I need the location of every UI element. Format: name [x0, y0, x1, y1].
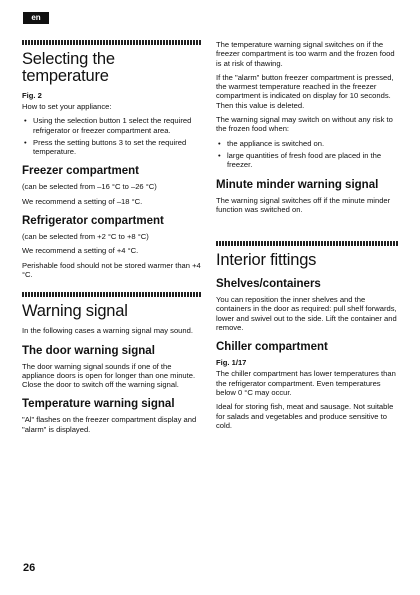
refrigerator-recommendation: We recommend a setting of +4 °C.	[22, 246, 139, 256]
heading-chiller-compartment: Chiller compartment	[216, 341, 328, 354]
section-rule	[22, 292, 202, 297]
perishable-note: Perishable food should not be stored warmer than +4 °C.	[22, 260, 201, 279]
refrigerator-range: (can be selected from +2 °C to +8 °C)	[22, 232, 149, 242]
freezer-range: (can be selected from –16 °C to –26 °C)	[22, 182, 157, 192]
left-column	[22, 40, 202, 439]
freezer-recommendation: We recommend a setting of –18 °C.	[22, 196, 143, 206]
intro-text: How to set your appliance:	[22, 102, 112, 111]
figure-reference: Fig. 1/17	[216, 358, 247, 368]
section-rule	[216, 241, 398, 246]
heading-door-warning: The door warning signal	[22, 344, 155, 357]
temperature-warning-cont-3: The warning signal may switch on without any risk to the frozen food when:	[216, 115, 393, 134]
section-title-warning-signal: Warning signal	[22, 302, 128, 321]
heading-refrigerator-compartment: Refrigerator compartment	[22, 215, 164, 228]
section-rule	[22, 40, 202, 45]
list-item: • the appliance is switched on.	[227, 139, 398, 148]
list-item: • large quantities of fresh food are placed in the freezer.	[227, 151, 398, 170]
figure-reference: Fig. 2	[22, 91, 42, 100]
list-item: • Using the selection button 1 select the required refrigerator or freezer compartment area.	[33, 116, 202, 135]
section-title-interior-fittings: Interior fittings	[216, 251, 317, 270]
warning-conditions-list	[216, 139, 398, 170]
page-number: 26	[23, 562, 36, 574]
minute-minder-text: The warning signal switches off if the minute minder function was switched on.	[216, 195, 391, 214]
chiller-text-1: The chiller compartment has lower temperatures than the refrigerator compartment. Even temperatures below 0 °C may occur.	[216, 369, 396, 397]
heading-freezer-compartment: Freezer compartment	[22, 165, 139, 178]
heading-shelves-containers: Shelves/containers	[216, 278, 321, 291]
temperature-warning-cont-1: The temperature warning signal switches on if the freezer compartment is too warm and the frozen food is at risk of thawing.	[216, 40, 395, 68]
right-column	[216, 40, 398, 435]
heading-minute-minder: Minute minder warning signal	[216, 178, 379, 191]
temperature-warning-cont-2: If the "alarm" button freezer compartment is pressed, the warmest temperature reached in the freezer compartment is indicated on display for 10 seconds. Then this value is deleted.	[216, 72, 394, 110]
warning-intro: In the following cases a warning signal may sound.	[22, 326, 193, 336]
chiller-text-2: Ideal for storing fish, meat and sausage. Not suitable for salads and vegetables and produce sensitive to cold.	[216, 402, 394, 430]
shelves-text: You can reposition the inner shelves and the containers in the door as required: pull shelf forwards, lower and swivel out to the side. Lift the container and remove.	[216, 295, 397, 333]
temperature-warning-text: "Al" flashes on the freezer compartment display and "alarm" is displayed.	[22, 415, 197, 434]
instruction-list	[22, 116, 202, 156]
list-item: • Press the setting buttons 3 to set the required temperature.	[33, 138, 202, 157]
language-tag: en	[23, 12, 49, 24]
door-warning-text: The door warning signal sounds if one of the appliance doors is open for longer than one minute. Close the door to switch off the warning signal.	[22, 361, 196, 390]
heading-temperature-warning: Temperature warning signal	[22, 398, 175, 411]
section-title-selecting-temperature: Selecting the temperature	[22, 50, 115, 85]
